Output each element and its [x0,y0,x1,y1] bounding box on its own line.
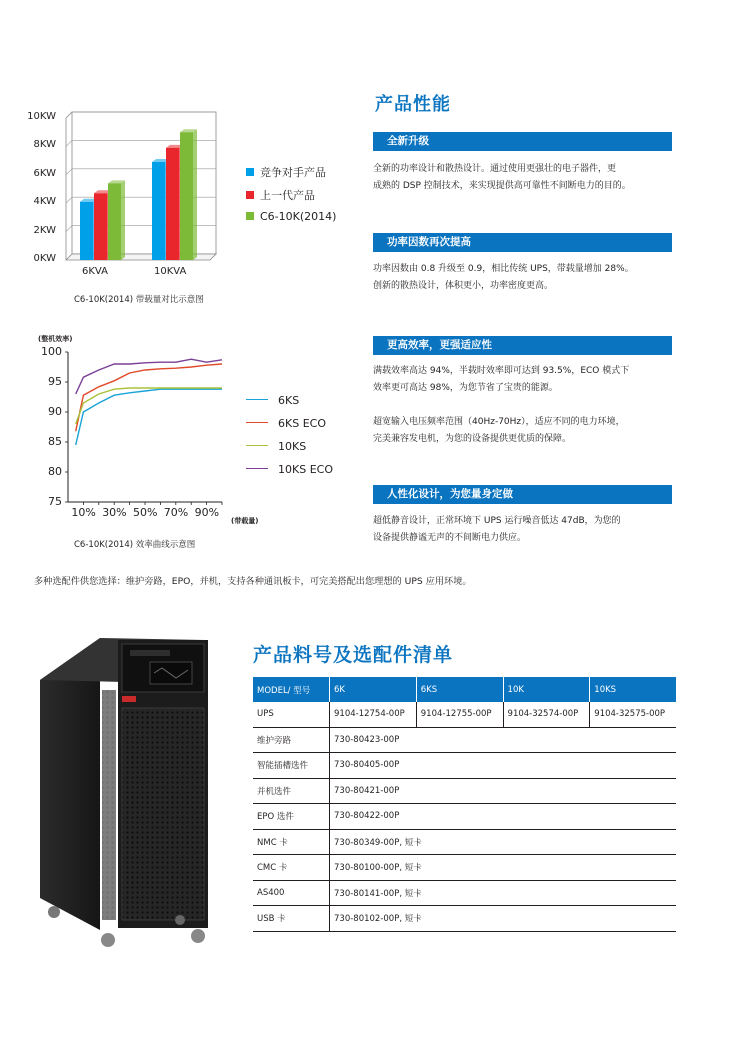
body-line: 成熟的 DSP 控制技术，来实现提供高可靠性不间断电力的目的。 [373,181,631,191]
bar-ytick-label: 10KW [27,111,56,122]
table-row [253,855,676,881]
body-line: 超宽输入电压频率范围（40Hz-70Hz），适应不同的电力环境， [373,417,625,427]
line-ytick-label: 85 [48,435,62,448]
table-cell: 730-80422-00P [330,804,677,830]
body-line-spacer [373,397,675,414]
legend-label: 10KS ECO [278,463,333,476]
line-legend-entry [246,463,333,476]
table-cell: 维护旁路 [253,727,330,753]
table-cell: 730-80141-00P, 短卡 [330,880,677,906]
line-legend-entry [246,394,299,407]
bar-legend-entry [246,164,326,180]
body-line: 全新的功率设计和散热设计。通过使用更强壮的电子器件，更 [373,164,617,174]
bar-xtick-label: 10KVA [154,266,187,277]
section-heading-efficiency: 更高效率，更强适应性 [373,336,672,355]
legend-label: C6-10K(2014) [260,210,337,223]
line-legend-entry [246,440,306,453]
table-cell: 9104-12754-00P [330,702,417,727]
bar-ytick-label: 0KW [33,253,56,264]
line-chart-xlabel: (带载量) [231,517,259,525]
line-xtick-label: 30% [102,506,127,519]
section-body-efficiency [373,363,675,448]
bar-ytick-label: 4KW [33,196,56,208]
table-cell: 9104-32575-00P [590,702,676,727]
section-heading-design: 人性化设计，为您量身定做 [373,485,672,504]
body-line: 效率更可高达 98%，为您节省了宝贵的能源。 [373,383,558,393]
table-cell: NMC 卡 [253,829,330,855]
bar-chart-caption: C6-10K(2014) 带载量对比示意图 [74,295,204,305]
table-cell: UPS [253,702,330,727]
table-cell: 并机选件 [253,778,330,804]
line-xtick-label: 70% [163,506,189,519]
table-cell: 730-80102-00P, 短卡 [330,906,677,932]
table-cell: 9104-12755-00P [416,702,503,727]
header-cell-10k: 10K [503,677,590,702]
line-ytick-label: 80 [48,465,62,478]
parts-table-title: 产品料号及选配件清单 [253,644,454,666]
table-cell: 730-80423-00P [330,727,677,753]
table-cell: 730-80100-00P, 短卡 [330,855,677,881]
series-line [76,389,222,445]
body-line: 功率因数由 0.8 升级至 0.9，相比传统 UPS，带载量增加 28%。 [373,264,634,274]
line-legend-entry [246,417,326,430]
body-line: 超低静音设计，正常环境下 UPS 运行噪音低达 47dB，为您的 [373,516,621,526]
section-body-upgrade [373,161,675,195]
ups-tower-image [30,630,230,960]
legend-label: 6KS [278,394,300,407]
line-ytick-label: 90 [48,405,62,418]
line-chart-svg [0,340,360,520]
legend-swatch [246,399,268,401]
table-cell: 730-80405-00P [330,753,677,779]
bar-mark [180,129,197,260]
line-xtick-label: 90% [194,506,220,519]
parts-table [253,677,676,932]
table-cell: AS400 [253,880,330,906]
table-cell: 智能插槽选件 [253,753,330,779]
legend-swatch [246,212,254,220]
table-row [253,906,676,932]
section-body-power-factor [373,261,675,295]
legend-label: 10KS [278,440,307,453]
header-cell-6ks: 6KS [416,677,503,702]
table-cell: EPO 选件 [253,804,330,830]
bar-legend-entry [246,210,336,223]
series-line [76,364,222,431]
bar-mark [108,180,125,260]
line-ytick-label: 95 [48,375,62,388]
table-row [253,880,676,906]
body-line: 设备提供静谧无声的不间断电力供应。 [373,533,527,543]
table-row-ups [253,702,676,727]
table-row [253,727,676,753]
table-cell: 730-80421-00P [330,778,677,804]
section-heading-upgrade: 全新升级 [373,132,672,151]
section-body-design [373,513,675,547]
bar-ytick-label: 8KW [33,139,56,151]
legend-swatch [246,468,268,470]
performance-title: 产品性能 [375,94,451,115]
section-heading-power-factor: 功率因数再次提高 [373,233,672,252]
legend-swatch [246,168,254,176]
body-line: 完美兼容发电机，为您的设备提供更优质的保障。 [373,434,572,444]
bar-ytick-label: 6KW [33,167,56,179]
line-xtick-label: 50% [133,506,158,519]
bar-ytick-label: 2KW [33,224,56,236]
bar-xtick-label: 6KVA [82,266,108,277]
table-row [253,829,676,855]
line-xtick-label: 10% [71,506,96,519]
line-ytick-label: 100 [41,345,62,358]
legend-swatch [246,191,254,199]
body-line: 满载效率高达 94%，半载时效率即可达到 93.5%，ECO 模式下 [373,366,630,376]
header-cell-10ks: 10KS [590,677,676,702]
body-line: 创新的散热设计，体积更小，功率密度更高。 [373,281,554,291]
table-row [253,804,676,830]
legend-label: 竞争对手产品 [260,166,326,179]
header-cell-6k: 6K [330,677,417,702]
header-cell-model: MODEL/ 型号 [253,677,330,702]
line-ytick-label: 75 [48,495,62,508]
legend-label: 6KS ECO [278,417,326,430]
accessories-note: 多种选配件供您选择：维护旁路，EPO，并机，支持各种通讯板卡，可完美搭配出您理想的 UPS 应用环境。 [34,576,472,587]
legend-label: 上一代产品 [260,189,315,202]
table-cell: USB 卡 [253,906,330,932]
table-cell: CMC 卡 [253,855,330,881]
legend-swatch [246,445,268,447]
table-row [253,778,676,804]
table-cell: 730-80349-00P, 短卡 [330,829,677,855]
series-line [76,388,222,424]
line-chart-caption: C6-10K(2014) 效率曲线示意图 [74,540,196,550]
legend-swatch [246,422,268,424]
line-chart-ylabel: (整机效率) [38,335,73,343]
table-cell: 9104-32574-00P [503,702,590,727]
bar-legend-entry [246,187,315,203]
table-row [253,753,676,779]
table-header-row [253,677,676,702]
